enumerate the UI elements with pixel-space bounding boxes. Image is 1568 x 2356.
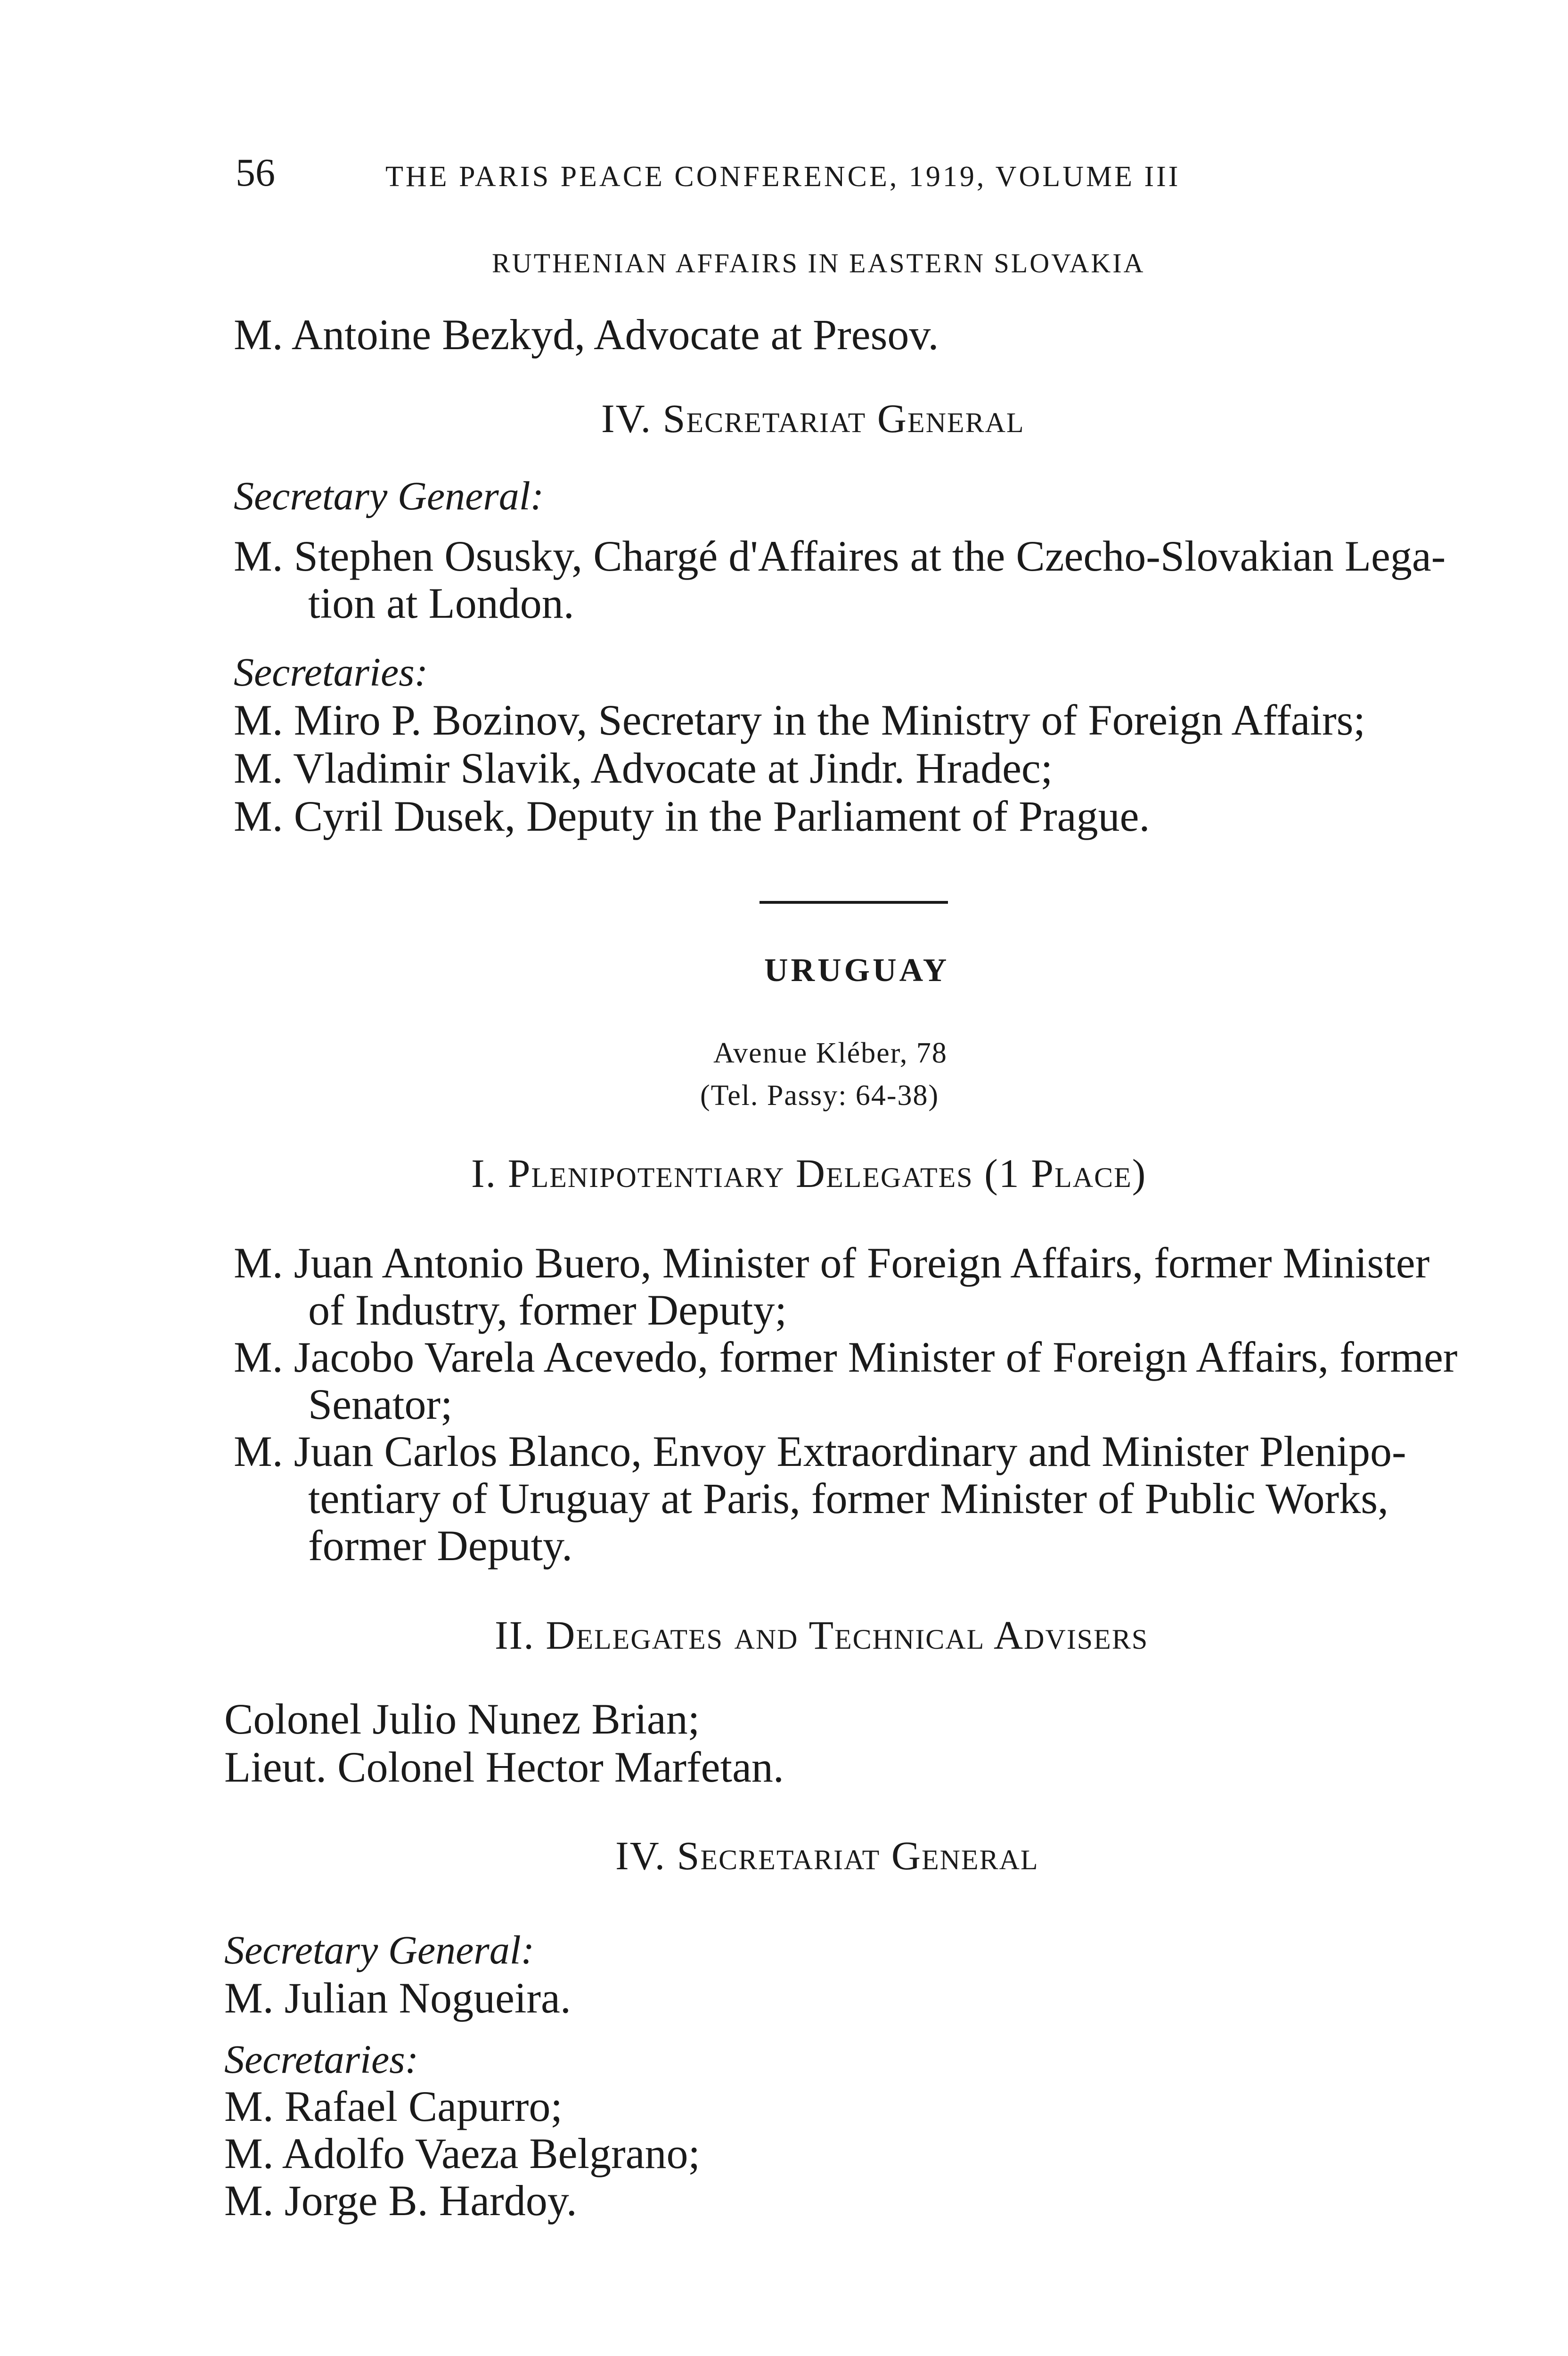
plenipotentiary-line: of Industry, former Deputy;: [308, 1286, 787, 1334]
czech-secretary-item: M. Vladimir Slavik, Advocate at Jindr. Hradec;: [234, 744, 1053, 792]
delegates-heading: II. Delegates and Technical Advisers: [495, 1612, 1149, 1658]
plenipotentiary-line: former Deputy.: [308, 1522, 573, 1570]
country-heading: URUGUAY: [764, 952, 950, 989]
plenipotentiary-heading: I. Plenipotentiary Delegates (1 Place): [471, 1151, 1147, 1196]
telephone-line: (Tel. Passy: 64-38): [700, 1080, 939, 1112]
czech-secretary-general-label: Secretary General:: [234, 473, 544, 518]
czech-secretary-general-line: M. Stephen Osusky, Chargé d'Affaires at the Czecho-Slovakian Lega-: [234, 532, 1446, 580]
page-number: 56: [236, 151, 275, 195]
czech-secretaries-label: Secretaries:: [234, 649, 428, 695]
plenipotentiary-line: M. Juan Antonio Buero, Minister of Foreign Affairs, former Minister: [234, 1239, 1430, 1287]
czech-secretary-item: M. Cyril Dusek, Deputy in the Parliament of Prague.: [234, 792, 1150, 840]
czech-secretariat-heading: IV. Secretariat General: [601, 396, 1025, 441]
uruguay-secretariat-heading: IV. Secretariat General: [615, 1833, 1039, 1878]
czech-secretary-general-line: tion at London.: [308, 579, 574, 627]
uruguay-secretary-item: M. Jorge B. Hardoy.: [224, 2176, 577, 2225]
plenipotentiary-line: Senator;: [308, 1380, 453, 1428]
plenipotentiary-line: M. Juan Carlos Blanco, Envoy Extraordinary and Minister Plenipo-: [234, 1427, 1406, 1475]
uruguay-secretary-general: M. Julian Nogueira.: [224, 1974, 571, 2022]
delegate-item: Colonel Julio Nunez Brian;: [224, 1695, 700, 1743]
plenipotentiary-line: M. Jacobo Varela Acevedo, former Minister of Foreign Affairs, former: [234, 1333, 1458, 1381]
czech-secretary-item: M. Miro P. Bozinov, Secretary in the Ministry of Foreign Affairs;: [234, 696, 1365, 744]
uruguay-secretaries-label: Secretaries:: [224, 2037, 419, 2082]
uruguay-secretary-item: M. Adolfo Vaeza Belgrano;: [224, 2129, 701, 2177]
uruguay-secretary-item: M. Rafael Capurro;: [224, 2082, 563, 2130]
address-line: Avenue Kléber, 78: [713, 1037, 947, 1069]
ruthenian-subheading: RUTHENIAN AFFAIRS IN EASTERN SLOVAKIA: [492, 248, 1145, 278]
ruthenian-member: M. Antoine Bezkyd, Advocate at Presov.: [234, 311, 939, 359]
uruguay-secretary-general-label: Secretary General:: [224, 1927, 535, 1972]
plenipotentiary-line: tentiary of Uruguay at Paris, former Minister of Public Works,: [308, 1474, 1388, 1522]
delegate-item: Lieut. Colonel Hector Marfetan.: [224, 1743, 784, 1791]
running-title: THE PARIS PEACE CONFERENCE, 1919, VOLUME III: [385, 161, 1181, 193]
section-divider: [760, 901, 948, 904]
